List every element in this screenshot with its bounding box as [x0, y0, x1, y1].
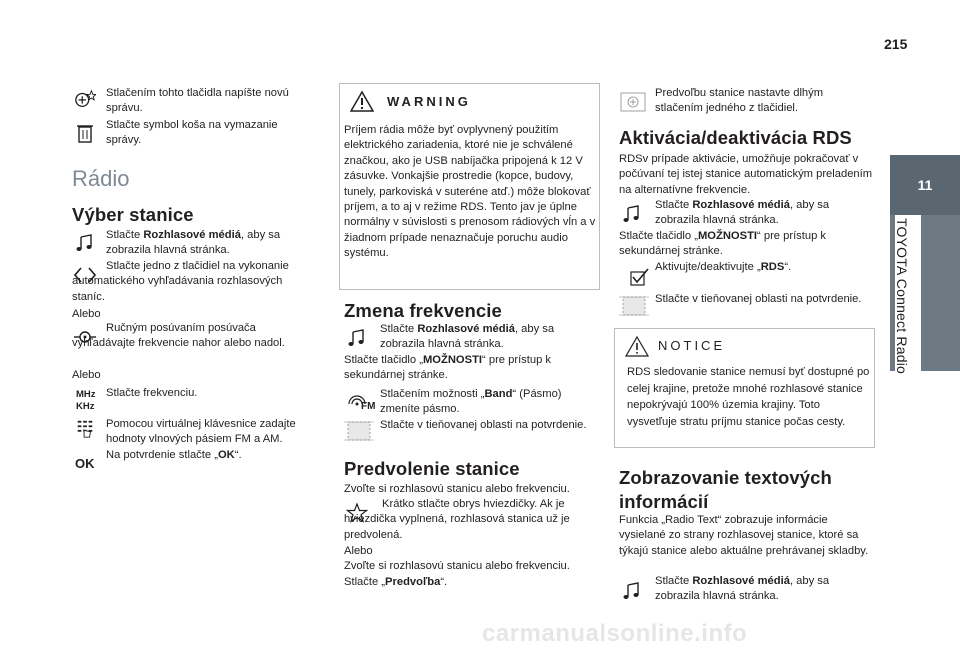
rds-step4: Stlačte v tieňovanej oblasti na potvrdenie.	[655, 293, 862, 305]
frequency-step2: Stlačte tlačidlo „MOŽNOSTI“ pre prístup k sekundárnej stránke.	[344, 354, 552, 382]
fm-label: FM	[361, 401, 376, 412]
music-note-icon	[344, 327, 370, 349]
preset-step3: Zvoľte si rozhlasovú stanicu alebo frekvenciu.	[344, 560, 570, 572]
station-step2: Stlačte jedno z tlačidiel na vykonanie automatického vyhľadávania rozhlasových staníc.	[72, 260, 289, 303]
station-step1: Stlačte Rozhlasové médiá, aby sa zobrazila hlavná stránka.	[106, 229, 281, 257]
frequency-step4: Stlačte v tieňovanej oblasti na potvrdenie.	[380, 419, 587, 431]
delete-message-text: Stlačte symbol koša na vymazanie správy.	[106, 119, 278, 147]
page-number: 215	[884, 36, 908, 52]
or-text-1: Alebo	[72, 308, 101, 320]
checkbox-icon	[626, 266, 652, 288]
or-text-3: Alebo	[344, 545, 373, 557]
add-message-text: Stlačením tohto tlačidla napíšte novú správu.	[106, 87, 289, 115]
subsection-title-rds: Aktivácia/deaktivácia RDS	[619, 127, 852, 148]
station-step5: Pomocou virtuálnej klávesnice zadajte hodnoty vlnových pásiem FM a AM.	[106, 418, 296, 446]
station-step4: Stlačte frekvenciu.	[106, 387, 198, 399]
shaded-area-icon	[344, 418, 374, 444]
mhz-khz-icon	[76, 389, 96, 413]
preset-long-press-text: Predvoľbu stanice nastavte dlhým stlačením jedného z tlačidiel.	[655, 87, 824, 115]
notice-title: NOTICE	[658, 338, 726, 353]
frequency-step3: Stlačením možnosti „Band“ (Pásmo) zmeníte pásmo.	[380, 388, 562, 416]
keypad-icon	[72, 418, 98, 440]
warning-text: Príjem rádia môže byť ovplyvnený použitím elektrického zariadenia, ktoré nie je schválené značkou, ako je USB nabíjačka pripojená k 12 V zásuvke. Vonkajšie prostredie (kopce, budovy, tunely, parkoviská v suteréne atď.) môže blokovať príjem, a to aj v režime RDS. Tento jav je úplne normálny v súvislosti s prenosom rádiových vĺn a v žiadnom prípade nenaznačuje poruchu audio systému.	[344, 124, 596, 260]
preset-step2: Krátko stlačte obrys hviezdičky. Ak je hviezdička vyplnená, rozhlasová stanica už je predvolená.	[344, 498, 570, 541]
subsection-title-text-info: Zobrazovanie textových informácií	[619, 467, 832, 512]
trash-icon	[72, 122, 98, 144]
add-message-icon	[72, 88, 98, 110]
notice-icon	[625, 335, 649, 357]
music-note-icon	[619, 580, 645, 602]
preset-step4: Stlačte „Predvoľba“.	[344, 576, 448, 588]
or-text-2: Alebo	[72, 369, 101, 381]
station-step3: Ručným posúvaním posúvača vyhľadávajte frekvencie nahor alebo nadol.	[72, 322, 285, 350]
warning-icon	[350, 90, 374, 112]
text-info-step1: Stlačte Rozhlasové médiá, aby sa zobrazila hlavná stránka.	[655, 575, 830, 603]
station-step6: Na potvrdenie stlačte „OK“.	[106, 449, 242, 461]
chapter-number: 11	[890, 155, 960, 215]
notice-text: RDS sledovanie stanice nemusí byť dostupné po celej krajine, pretože mnohé rozhlasové stanice nepokrývajú 100% územia krajiny. Toto vysvetľuje stratu príjmu stanice počas cesty.	[627, 366, 870, 428]
rds-description: RDSv prípade aktivácie, umožňuje pokračovať v počúvaní tej istej stanice automatickým preladením na alternatívne frekvencie.	[619, 153, 873, 196]
frequency-step1: Stlačte Rozhlasové médiá, aby sa zobrazila hlavná stránka.	[380, 323, 555, 351]
watermark: carmanualsonline.info	[482, 620, 748, 647]
text-info-description: Funkcia „Radio Text“ zobrazuje informácie vysielané zo strany rozhlasovej stanice, ktoré sa týkajú stanice alebo aktuálne prehrávanej skladby.	[619, 514, 869, 557]
ok-icon: OK	[75, 456, 95, 471]
section-title-radio: Rádio	[72, 166, 130, 191]
preset-step1: Zvoľte si rozhlasovú stanicu alebo frekvenciu.	[344, 483, 570, 495]
music-note-icon	[619, 203, 645, 225]
rds-step1: Stlačte Rozhlasové médiá, aby sa zobrazila hlavná stránka.	[655, 199, 830, 227]
shaded-area-icon	[619, 293, 649, 319]
preset-hold-icon	[618, 90, 648, 114]
subsection-title-frequency: Zmena frekvencie	[344, 300, 502, 321]
fm-band-icon	[345, 390, 375, 414]
mhz-label: MHz	[76, 389, 96, 400]
warning-title: WARNING	[387, 94, 471, 109]
subsection-title-preset: Predvolenie stanice	[344, 458, 520, 479]
music-note-icon	[72, 232, 98, 254]
chapter-title: TOYOTA Connect Radio	[894, 218, 910, 374]
rds-step3: Aktivujte/deaktivujte „RDS“.	[655, 261, 792, 273]
khz-label: KHz	[76, 401, 95, 412]
rds-step2: Stlačte tlačidlo „MOŽNOSTI“ pre prístup k sekundárnej stránke.	[619, 230, 827, 258]
subsection-title-station: Výber stanice	[72, 204, 194, 225]
